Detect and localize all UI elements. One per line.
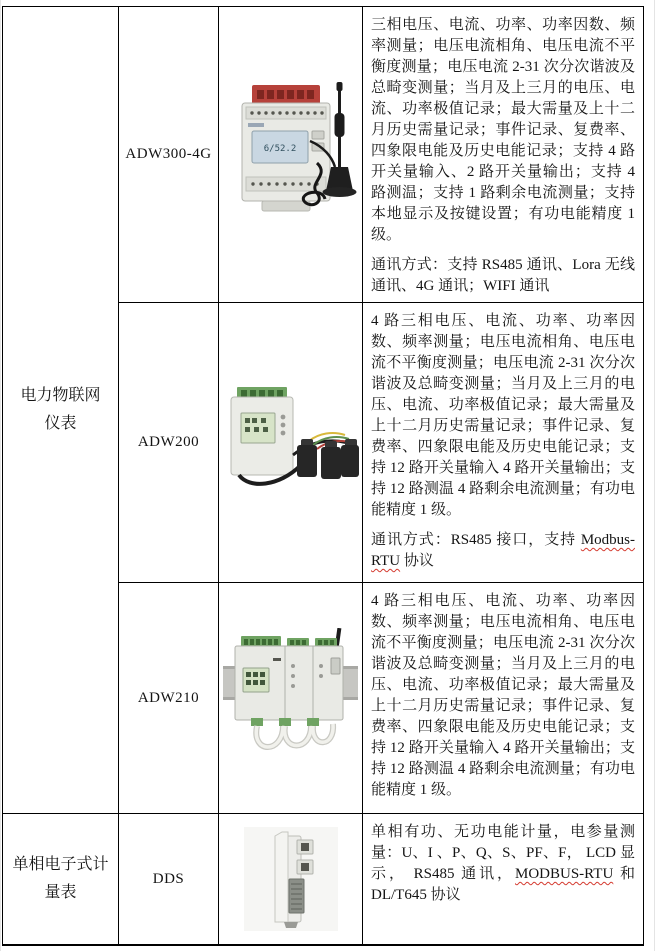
category-line: 仪表 [44, 415, 77, 432]
communication-paragraph: 通讯方式：支持 RS485 通讯、Lora 无线通讯、4G 通讯；WIFI 通讯 [371, 257, 635, 294]
description-cell-adw300-4g [363, 7, 643, 303]
spellcheck-underlined-word: MODBUS-RTU [515, 866, 614, 882]
dds-product-image [244, 827, 338, 931]
communication-paragraph [371, 530, 635, 572]
comm-text: 通讯方式：RS485 接口，支持 [371, 532, 581, 548]
description-paragraph [371, 822, 635, 906]
model-cell-dds [119, 814, 219, 944]
page-right-gridline [654, 0, 655, 951]
description-cell-adw210 [363, 583, 643, 814]
model-cell-adw300-4g [119, 7, 219, 303]
description-cell-adw200 [363, 303, 643, 583]
model-cell-adw210 [119, 583, 219, 814]
model-label: ADW210 [137, 689, 200, 706]
adw200-product-image [221, 383, 361, 503]
image-cell-dds [219, 814, 363, 944]
category-line: 单相电子式计 [12, 856, 109, 873]
description-paragraph: 三相电压、电流、功率、功率因数、频率测量；电压电流相角、电压电流不平衡度测量；电压电流 2-31 次分次谐波及总畸变测量；当月及上三月的电压、电流、功率极值记录；最大需量及上十二月历史需量记录；事件记录、复费率、四象限电能及历史电能记录；支持 4 路开关量输入、2 路开关量输出；支持 4 路测温；支持 1 路剩余电流测量；支持本地显示及按键设置；有功电能精度 1 级。 [371, 17, 635, 243]
model-label: ADW200 [137, 434, 200, 450]
model-cell-adw200 [119, 303, 219, 583]
category-cell-single-phase-meter [3, 814, 119, 944]
comm-text: 协议 [400, 553, 434, 569]
image-cell-adw300-4g [219, 7, 363, 303]
desc-text: 和 DL/T645 协议 [371, 866, 635, 903]
desc-text: 单相有功、无功电能计量，电参量测量：U、I 、P、Q、S、PF、F， LCD 显示， RS485 通讯， [371, 824, 635, 882]
model-label: DDS [152, 870, 185, 887]
image-cell-adw210 [219, 583, 363, 814]
image-cell-adw200 [219, 303, 363, 583]
description-cell-dds [363, 814, 643, 944]
category-line: 电力物联网 [20, 387, 101, 404]
category-line: 量表 [44, 884, 77, 901]
adw300-4g-product-image [222, 79, 360, 231]
page-left-gridline [0, 0, 1, 951]
product-spec-table [2, 6, 644, 946]
spellcheck-underlined-word: Modbus-RTU [371, 532, 635, 569]
description-paragraph: 4 路三相电压、电流、功率、功率因数、频率测量；电压电流相角、电压电流不平衡度测量；电压电流 2-31 次分次谐波及总畸变测量；当月及上三月的电压、电流、功率极值记录；最大需量及上十二月历史需量记录；事件记录、复费率、四象限电能及历史电能记录；支持 12 路开关量输入 4 路开关量输出；支持 12 路测温 4 路剩余电流测量；有功电能精度 1 级。 [371, 313, 635, 518]
model-label: ADW300-4G [125, 146, 212, 162]
lcd-reading: 6/52.2 [263, 143, 296, 154]
adw210-product-image [223, 628, 358, 768]
description-paragraph: 4 路三相电压、电流、功率、功率因数、频率测量；电压电流相角、电压电流不平衡度测量；电压电流 2-31 次分次谐波及总畸变测量；当月及上三月的电压、电流、功率极值记录；最大需量及上十二月历史需量记录；事件记录、复费率、四象限电能及历史电能记录；支持 12 路开关量输入 4 路开关量输出；支持 12 路测温 4 路剩余电流测量；有功电能精度 1 级。 [371, 593, 635, 798]
category-cell-power-iot-meters [3, 7, 119, 814]
